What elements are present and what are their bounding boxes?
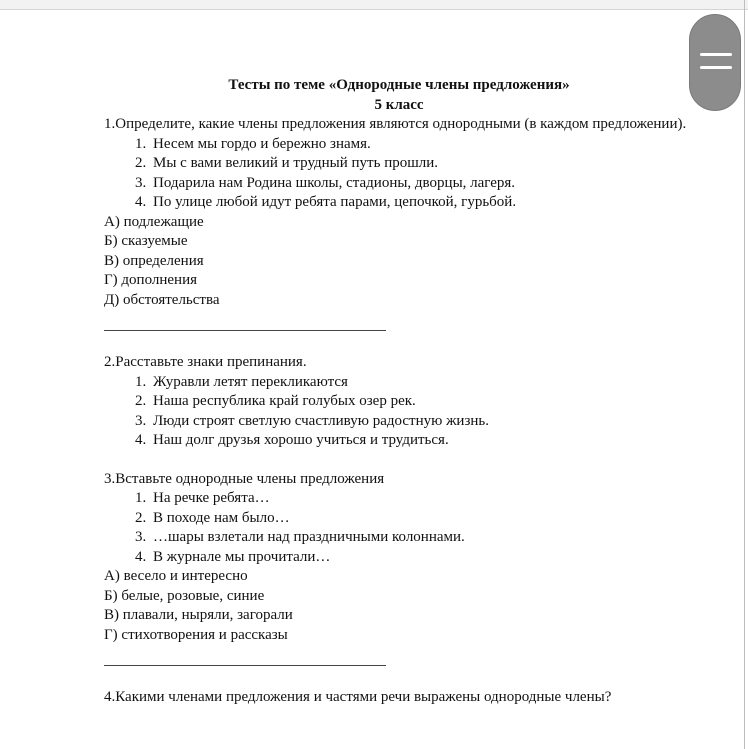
- list-item: 1. Несем мы гордо и бережно знамя.: [150, 135, 694, 155]
- answer-option: Б) сказуемые: [104, 233, 188, 249]
- list-item: 4. Наш долг друзья хорошо учиться и трудиться.: [150, 431, 694, 451]
- list-item: 4. По улице любой идут ребята парами, цепочкой, гурьбой.: [150, 193, 694, 213]
- document-grade: 5 класс: [374, 96, 424, 113]
- top-bar: [0, 0, 748, 10]
- answer-option: В) плавали, ныряли, загорали: [104, 607, 293, 623]
- page-edge: [744, 0, 745, 749]
- list-item: 4. В журнале мы прочитали…: [150, 548, 694, 568]
- spacer: [104, 451, 694, 470]
- answer-option: А) подлежащие: [104, 213, 204, 230]
- document-page: [104, 76, 694, 708]
- answer-option: А) весело и интересно: [104, 568, 248, 584]
- answer-option: Б) белые, розовые, синие: [104, 587, 265, 604]
- question-2-items: [104, 373, 694, 451]
- list-item: 2. Наша республика край голубых озер рек.: [150, 392, 694, 412]
- question-2-heading: 2.Расставьте знаки препинания.: [104, 354, 307, 370]
- answer-option: В) определения: [104, 252, 204, 269]
- list-item: 3. Подарила нам Родина школы, стадионы, дворцы, лагеря.: [150, 174, 694, 194]
- question-4-heading: 4.Какими членами предложения и частями речи выражены однородные члены?: [104, 689, 612, 705]
- list-item: 2. Мы с вами великий и трудный путь прошли.: [150, 154, 694, 174]
- answer-option: Г) дополнения: [104, 272, 198, 288]
- document-title: Тесты по теме «Однородные члены предложения»: [228, 77, 570, 93]
- question-1-heading: 1.Определите, какие члены предложения являются однородными (в каждом предложении).: [104, 116, 687, 132]
- hamburger-menu-icon: [700, 53, 732, 56]
- question-1-items: [104, 135, 694, 213]
- list-item: 1. Журавли летят перекликаются: [150, 373, 694, 393]
- spacer: [104, 666, 694, 688]
- spacer: [104, 331, 694, 353]
- list-item: 2. В походе нам было…: [150, 509, 694, 529]
- answer-option: Д) обстоятельства: [104, 291, 220, 308]
- list-item: 3. Люди строят светлую счастливую радостную жизнь.: [150, 412, 694, 432]
- list-item: 1. На речке ребята…: [150, 489, 694, 509]
- hamburger-menu-icon-bar: [700, 66, 732, 69]
- question-3-items: [104, 489, 694, 567]
- answer-option: Г) стихотворения и рассказы: [104, 626, 288, 643]
- menu-button[interactable]: [689, 14, 741, 111]
- question-3-heading: 3.Вставьте однородные члены предложения: [104, 470, 385, 487]
- list-item: 3. …шары взлетали над праздничными колоннами.: [150, 528, 694, 548]
